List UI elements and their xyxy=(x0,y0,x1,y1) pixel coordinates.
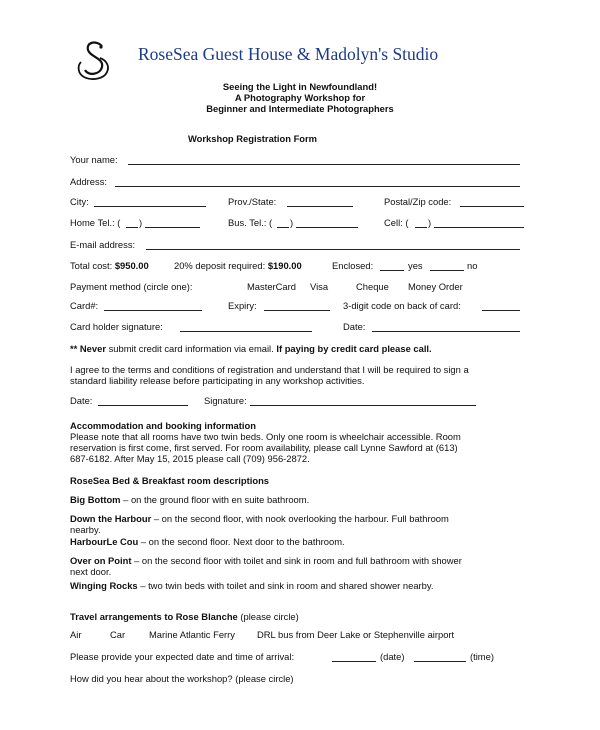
city-label: City: xyxy=(70,196,89,207)
rooms-heading: RoseSea Bed & Breakfast room descriptions xyxy=(70,475,270,486)
workshop-title-line3: Beginner and Intermediate Photographers xyxy=(206,103,394,114)
email-field[interactable] xyxy=(146,249,520,250)
deposit-row xyxy=(174,260,302,271)
room-desc-cont: nearby. xyxy=(70,524,101,535)
home-tel-field[interactable] xyxy=(145,227,200,228)
room-name: HarbourLe Cou xyxy=(70,536,139,547)
accommodation-line1: Please note that all rooms have two twin beds. Only one room is wheelchair accessible. Room xyxy=(70,431,461,442)
room-item xyxy=(70,494,309,505)
room-desc: – on the second floor, with nook overlooking the harbour. Full bathroom xyxy=(153,513,449,524)
accommodation-line3: 687-6182. After May 15, 2015 please call (709) 956-2872. xyxy=(70,453,310,464)
deposit-value: $190.00 xyxy=(267,260,302,271)
bus-tel-area-field[interactable] xyxy=(277,227,289,228)
digit-code-label: 3-digit code on back of card: xyxy=(343,300,461,311)
room-desc: – on the second floor with toilet and sink in room and full bathroom with shower xyxy=(134,555,462,566)
card-holder-label: Card holder signature: xyxy=(70,321,163,332)
payment-cheque[interactable]: Cheque xyxy=(356,281,389,292)
city-field[interactable] xyxy=(94,206,206,207)
rosesea-logo-icon xyxy=(76,40,112,82)
cell-area-field[interactable] xyxy=(415,227,427,228)
card-holder-field[interactable] xyxy=(180,331,312,332)
arrival-time-field[interactable] xyxy=(414,661,466,662)
total-cost-row xyxy=(70,260,149,271)
room-desc: – two twin beds with toilet and sink in room and shared shower nearby. xyxy=(140,580,434,591)
warning-bold: If paying by credit card please call. xyxy=(276,343,432,354)
room-name: Big Bottom xyxy=(70,494,121,505)
studio-name: RoseSea Guest House & Madolyn's Studio xyxy=(138,44,439,64)
room-desc: – on the second floor. Next door to the bathroom. xyxy=(140,536,345,547)
agree-date-label: Date: xyxy=(70,395,93,406)
your-name-label: Your name: xyxy=(70,154,118,165)
payment-method-label: Payment method (circle one): xyxy=(70,281,193,292)
prov-state-label: Prov./State: xyxy=(228,196,277,207)
enclosed-no: no xyxy=(467,260,478,271)
home-tel-label: Home Tel.: ( xyxy=(70,217,121,228)
arrival-time-label: (time) xyxy=(470,651,494,662)
postal-zip-label: Postal/Zip code: xyxy=(384,196,452,207)
signature-field[interactable] xyxy=(250,405,476,406)
date-field[interactable] xyxy=(372,331,520,332)
travel-heading-note: (please circle) xyxy=(240,611,299,622)
room-desc-cont: next door. xyxy=(70,566,112,577)
bus-tel-paren: ) xyxy=(290,217,294,228)
enclosed-no-field[interactable] xyxy=(430,270,464,271)
cell-label: Cell: ( xyxy=(384,217,409,228)
arrival-label: Please provide your expected date and time of arrival: xyxy=(70,651,295,662)
expiry-label: Expiry: xyxy=(228,300,257,311)
arrival-date-field[interactable] xyxy=(332,661,376,662)
total-cost-label: Total cost: xyxy=(70,260,113,271)
room-item xyxy=(70,580,433,591)
accommodation-line2: reservation is first come, first served. For room availability, please call Lynne Sawford at (613) xyxy=(70,442,458,453)
workshop-title-line2: A Photography Workshop for xyxy=(234,92,366,103)
payment-mastercard[interactable]: MasterCard xyxy=(247,281,296,292)
agreement-line1: I agree to the terms and conditions of registration and understand that I will be required to sign a xyxy=(70,364,469,375)
travel-ferry[interactable]: Marine Atlantic Ferry xyxy=(149,629,235,640)
warning-mid: submit credit card information via email. xyxy=(108,343,274,354)
bus-tel-field[interactable] xyxy=(296,227,358,228)
postal-zip-field[interactable] xyxy=(460,206,524,207)
room-item xyxy=(70,513,449,524)
expiry-field[interactable] xyxy=(264,310,330,311)
bus-tel-label: Bus. Tel.: ( xyxy=(228,217,273,228)
enclosed-yes: yes xyxy=(408,260,423,271)
payment-visa[interactable]: Visa xyxy=(310,281,329,292)
cell-paren: ) xyxy=(428,217,432,228)
room-name: Down the Harbour xyxy=(70,513,152,524)
deposit-label: 20% deposit required: xyxy=(174,260,266,271)
cell-field[interactable] xyxy=(434,227,524,228)
room-name: Over on Point xyxy=(70,555,132,566)
enclosed-yes-field[interactable] xyxy=(380,270,404,271)
digit-code-field[interactable] xyxy=(482,310,520,311)
your-name-field[interactable] xyxy=(128,164,520,165)
arrival-date-label: (date) xyxy=(380,651,405,662)
agreement-line2: standard liability release before participating in any workshop activities. xyxy=(70,375,365,386)
total-cost-value: $950.00 xyxy=(114,260,149,271)
home-tel-area-field[interactable] xyxy=(126,227,138,228)
agree-date-field[interactable] xyxy=(98,405,188,406)
email-label: E-mail address: xyxy=(70,239,136,250)
room-item xyxy=(70,555,462,566)
card-number-field[interactable] xyxy=(104,310,202,311)
travel-heading xyxy=(70,611,299,622)
home-tel-paren: ) xyxy=(139,217,143,228)
address-label: Address: xyxy=(70,176,107,187)
travel-heading-bold: Travel arrangements to Rose Blanche xyxy=(70,611,238,622)
room-desc: – on the ground floor with en suite bathroom. xyxy=(123,494,310,505)
payment-money-order[interactable]: Money Order xyxy=(408,281,463,292)
warning-prefix: ** Never xyxy=(70,343,106,354)
prov-state-field[interactable] xyxy=(287,206,353,207)
room-item xyxy=(70,536,345,547)
workshop-title-line1: Seeing the Light in Newfoundland! xyxy=(222,81,378,92)
credit-card-warning xyxy=(70,343,432,354)
signature-label: Signature: xyxy=(204,395,247,406)
heard-label: How did you hear about the workshop? (please circle) xyxy=(70,673,294,684)
room-name: Winging Rocks xyxy=(70,580,138,591)
travel-air[interactable]: Air xyxy=(70,629,82,640)
form-title: Workshop Registration Form xyxy=(188,133,318,144)
travel-drl-bus[interactable]: DRL bus from Deer Lake or Stephenville airport xyxy=(257,629,455,640)
date-label: Date: xyxy=(343,321,366,332)
address-field[interactable] xyxy=(115,186,520,187)
travel-car[interactable]: Car xyxy=(110,629,126,640)
card-number-label: Card#: xyxy=(70,300,99,311)
enclosed-label: Enclosed: xyxy=(332,260,374,271)
accommodation-heading: Accommodation and booking information xyxy=(70,420,256,431)
